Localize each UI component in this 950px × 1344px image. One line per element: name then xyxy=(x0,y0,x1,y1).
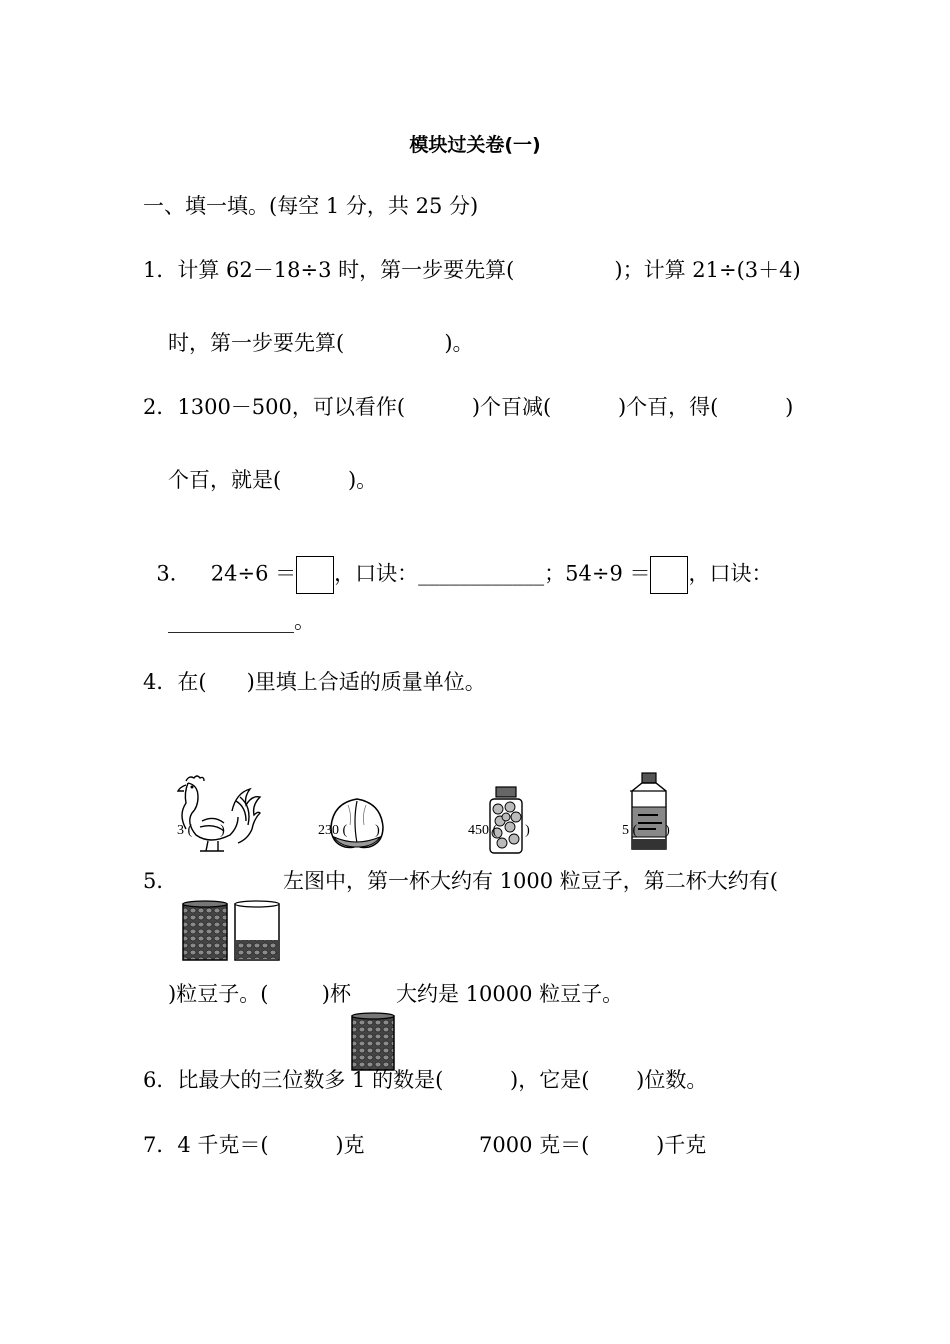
item-label-peach: 230 ( ) xyxy=(318,823,380,838)
bean-cups-icon xyxy=(181,862,283,981)
item-label-rooster: 3 ( ) xyxy=(177,823,225,838)
answer-box-1[interactable] xyxy=(296,556,334,594)
question-3-mid: ，口诀：____________；54÷9 ＝ xyxy=(334,561,651,586)
question-3-line-1 xyxy=(143,528,772,594)
section-heading: 一、填一填。(每空 1 分，共 25 分) xyxy=(143,194,479,218)
rooster-icon xyxy=(172,733,262,872)
item-label-bottle: 5 ( ) xyxy=(622,823,670,838)
question-4-text: 4．在( )里填上合适的质量单位。 xyxy=(143,670,486,694)
page-title: 模块过关卷(一) xyxy=(409,134,541,156)
question-2-line-1: 2．1300－500，可以看作( )个百减( )个百，得( ) xyxy=(143,395,794,419)
question-3-end: ，口诀： xyxy=(688,561,773,586)
jar-icon xyxy=(486,747,526,874)
question-3-expr-1: 24÷6 ＝ xyxy=(210,561,297,586)
question-6: 6．比最大的三位数多 1 的数是( )，它是( )位数。 xyxy=(143,1068,708,1092)
answer-box-2[interactable] xyxy=(650,556,688,594)
question-2-line-2: 个百，就是( )。 xyxy=(168,468,378,492)
question-5-line-2a: )粒豆子。( )杯 xyxy=(168,982,351,1006)
question-5-line-2b: 大约是 10000 粒豆子。 xyxy=(396,982,624,1006)
item-label-jar: 450 ( ) xyxy=(468,823,530,838)
question-3-number: 3． xyxy=(156,561,191,586)
question-7-part-a: 7．4 千克＝( )克 xyxy=(143,1133,365,1157)
question-1-line-2: 时，第一步要先算( )。 xyxy=(168,331,474,355)
question-5-number: 5． xyxy=(143,869,178,893)
question-3-line-2: ____________。 xyxy=(168,609,315,633)
question-1-line-1: 1．计算 62－18÷3 时，第一步要先算( )；计算 21÷(3＋4) xyxy=(143,258,801,282)
bottle-icon xyxy=(624,733,672,872)
question-7-part-b: 7000 克＝( )千克 xyxy=(479,1133,707,1157)
peach-icon xyxy=(326,755,388,870)
question-5-line-1: 左图中，第一杯大约有 1000 粒豆子，第二杯大约有( xyxy=(283,869,778,893)
